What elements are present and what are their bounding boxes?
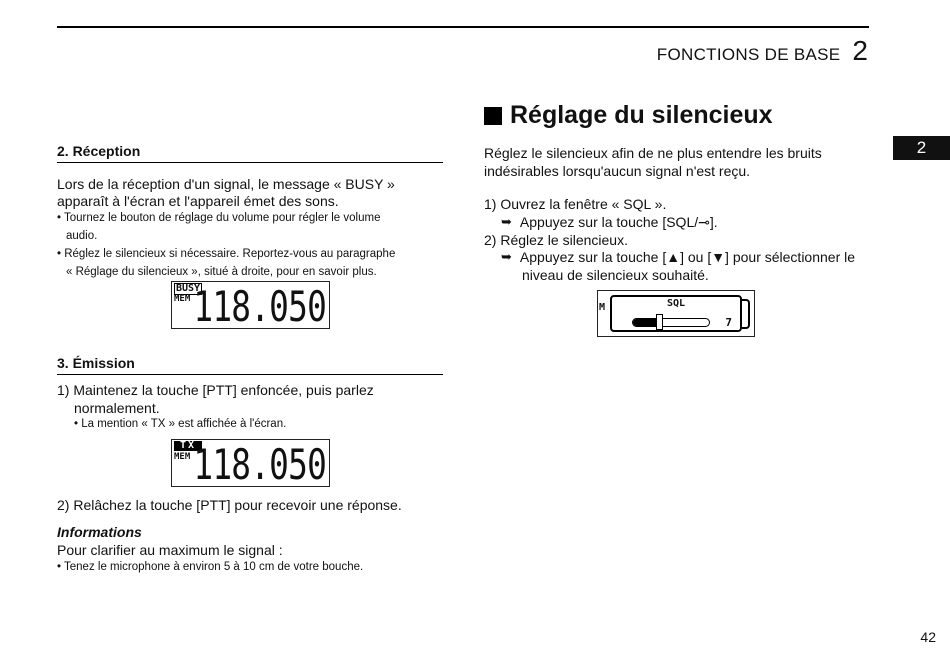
arrow-right-icon: ➥ <box>501 214 512 229</box>
section-title <box>484 101 773 130</box>
arrow-right-icon: ➥ <box>501 249 512 264</box>
sql-level-bar <box>632 318 710 327</box>
squelch-step2-arrow-text-b: niveau de silencieux souhaité. <box>522 267 709 283</box>
page-header <box>657 35 868 67</box>
tx-badge: TX <box>174 441 202 451</box>
squelch-step1-arrow-text: Appuyez sur la touche [SQL/⊸]. <box>519 214 718 230</box>
reception-bullet-2b: « Réglage du silencieux », situé à droite, pour en savoir plus. <box>66 266 377 278</box>
sql-window-cap <box>742 299 750 329</box>
squelch-intro2: indésirables lorsqu'aucun signal n'est reçu. <box>484 163 751 179</box>
squelch-step2-arrow-text-a: Appuyez sur la touche [▲] ou [▼] pour sélectionner le <box>519 249 856 265</box>
sql-value: 7 <box>725 316 732 329</box>
emission-step1b: normalement. <box>74 400 160 416</box>
sql-label: SQL <box>667 298 686 309</box>
chapter-number: 2 <box>852 35 868 66</box>
frequency-readout: 118.050 <box>193 282 326 331</box>
frequency-readout: 118.050 <box>193 440 326 489</box>
lcd-busy-display <box>171 281 330 329</box>
sql-level-knob <box>656 314 663 330</box>
squelch-intro1: Réglez le silencieux afin de ne plus entendre les bruits <box>484 145 822 161</box>
mem-label: MEM <box>174 294 191 304</box>
emission-step2: 2) Relâchez la touche [PTT] pour recevoir une réponse. <box>57 497 402 513</box>
emission-heading: 3. Émission <box>57 355 443 375</box>
chapter-side-tab: 2 <box>893 136 950 160</box>
lcd-sql-display <box>597 290 755 337</box>
reception-bullet-1a: • Tournez le bouton de réglage du volume pour régler le volume <box>57 212 381 224</box>
informations-bullet: • Tenez le microphone à environ 5 à 10 cm de votre bouche. <box>57 561 364 573</box>
squelch-step1-instruction <box>501 213 718 231</box>
reception-heading: 2. Réception <box>57 143 443 163</box>
lcd-tx-display <box>171 439 330 487</box>
page-number: 42 <box>920 629 936 645</box>
chapter-title: FONCTIONS DE BASE <box>656 45 841 64</box>
busy-badge: BUSY <box>176 283 201 294</box>
reception-text-line1: Lors de la réception d'un signal, le message « BUSY » <box>57 176 395 192</box>
squelch-step2-instruction <box>501 248 855 266</box>
sql-window <box>610 295 742 332</box>
squelch-step2: 2) Réglez le silencieux. <box>484 232 628 248</box>
reception-text-line2: apparaît à l'écran et l'appareil émet des sons. <box>57 193 339 209</box>
section-title-text: Réglage du silencieux <box>510 101 773 129</box>
emission-step1a: 1) Maintenez la touche [PTT] enfoncée, puis parlez <box>57 382 374 398</box>
emission-bullet: • La mention « TX » est affichée à l'écran. <box>74 418 287 430</box>
black-square-icon <box>484 107 502 125</box>
informations-line: Pour clarifier au maximum le signal : <box>57 542 283 558</box>
reception-bullet-2a: • Réglez le silencieux si nécessaire. Reportez-vous au paragraphe <box>57 248 396 260</box>
informations-heading: Informations <box>57 524 142 540</box>
m-indicator: M <box>599 302 606 313</box>
top-rule <box>57 26 869 28</box>
mem-label: MEM <box>174 452 191 462</box>
squelch-step1: 1) Ouvrez la fenêtre « SQL ». <box>484 196 667 212</box>
reception-bullet-1b: audio. <box>66 230 98 242</box>
